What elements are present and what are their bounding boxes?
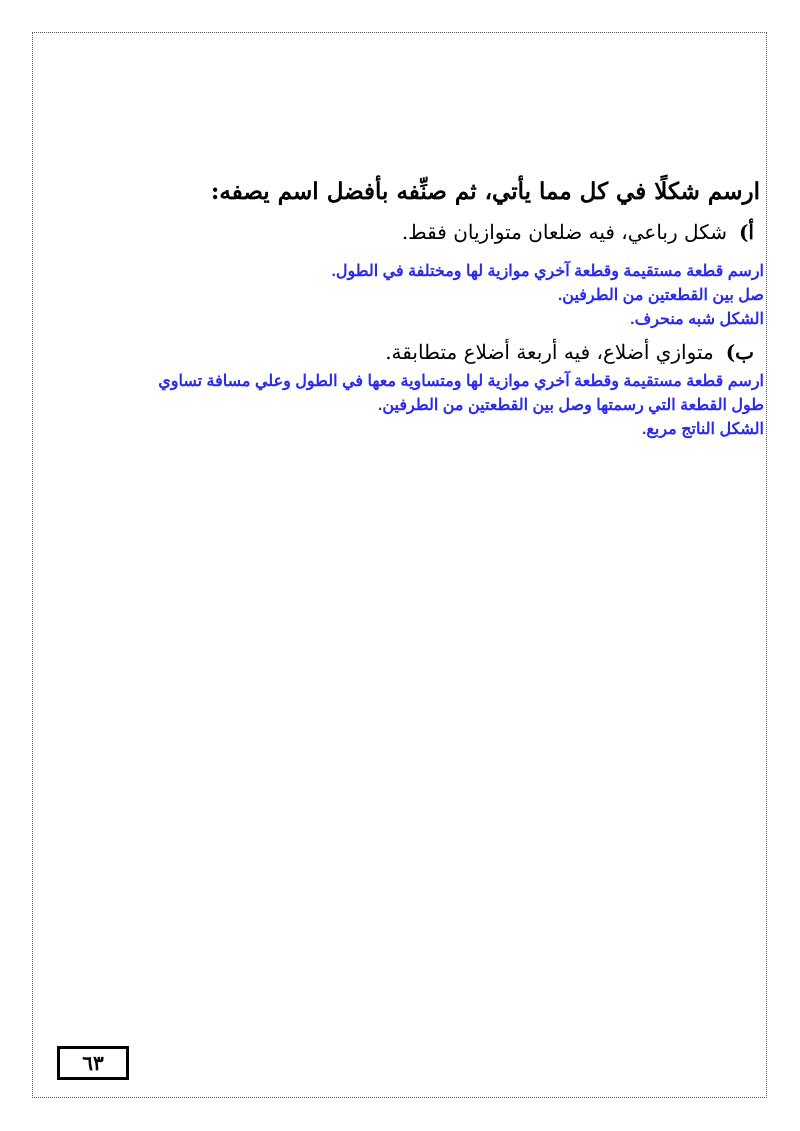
exercise-content — [36, 170, 764, 442]
answer-b-line: طول القطعة التي رسمتها وصل بين القطعتين من الطرفين. — [377, 397, 764, 414]
answer-a-line: صل بين القطعتين من الطرفين. — [557, 287, 764, 304]
item-b-text: متوازي أضلاع، فيه أربعة أضلاع متطابقة. — [385, 340, 714, 364]
answer-b-line: الشكل الناتج مربع. — [641, 421, 764, 438]
item-a-marker: أ) — [738, 220, 754, 244]
answer-a-line: الشكل شبه منحرف. — [630, 311, 764, 328]
answer-a — [36, 260, 764, 332]
item-b — [36, 334, 754, 370]
item-a — [36, 214, 754, 250]
answer-b-line: ارسم قطعة مستقيمة وقطعة آخري موازية لها ومتساوية معها في الطول وعلي مسافة تساوي — [158, 373, 764, 390]
answer-a-line: ارسم قطعة مستقيمة وقطعة آخري موازية لها ومختلفة في الطول. — [331, 263, 764, 280]
item-a-text: شكل رباعي، فيه ضلعان متوازيان فقط. — [401, 220, 727, 244]
exercise-heading: ارسم شكلًا في كل مما يأتي، ثم صنِّفه بأفضل اسم يصفه: — [210, 178, 760, 205]
answer-b — [36, 370, 764, 442]
page-number: ٦٣ — [57, 1046, 129, 1080]
item-b-marker: ب) — [725, 340, 754, 364]
